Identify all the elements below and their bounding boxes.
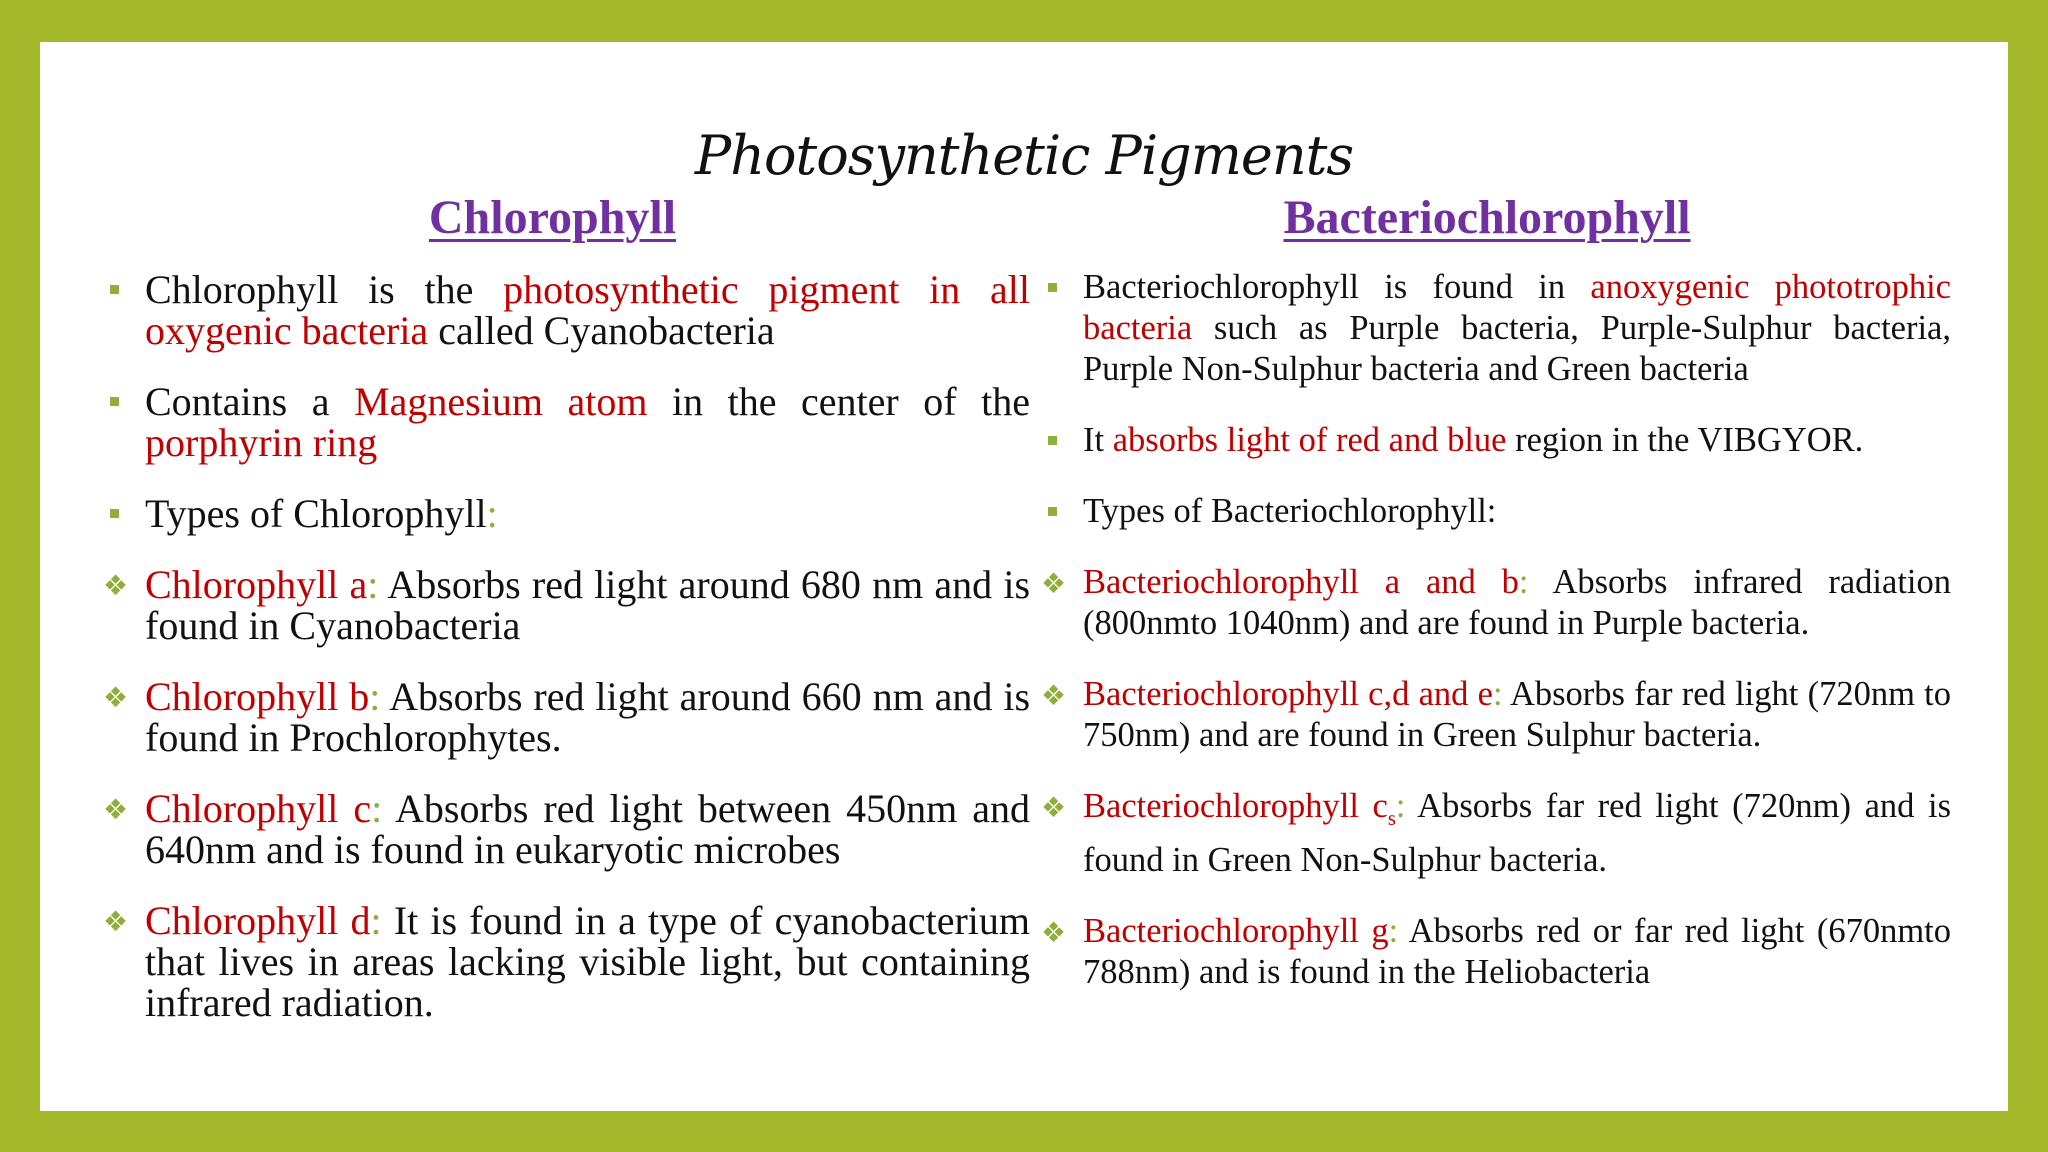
text-run: Bacteriochlorophyll g xyxy=(1083,911,1389,950)
diamond-bullet-icon: ❖ xyxy=(103,570,129,602)
square-bullet-icon xyxy=(1043,491,1057,516)
text-run: region in the VIBGYOR. xyxy=(1506,420,1864,459)
text-run: Absorbs infrared radiation (800nmto 1040nm) and are found in Purple bacteria. xyxy=(1083,562,1952,642)
square-bullet-icon xyxy=(1043,420,1057,445)
text-run: Bacteriochlorophyll c,d and e xyxy=(1083,674,1493,713)
chlorophyll-heading: Chlorophyll xyxy=(428,191,677,244)
text-run: in the center of the xyxy=(647,378,1030,424)
text-run: : xyxy=(370,897,382,943)
text-run: : xyxy=(1395,786,1406,825)
bullet-item xyxy=(105,490,1030,536)
text-run: Bacteriochlorophyll c xyxy=(1083,786,1388,825)
text-run: : xyxy=(371,785,383,831)
bullet-item xyxy=(103,561,1031,648)
diamond-bullet-icon: ❖ xyxy=(1041,917,1067,949)
text-run: s xyxy=(1387,807,1396,830)
text-run: : xyxy=(486,490,498,536)
text-run: porphyrin ring xyxy=(145,419,378,465)
text-run: Absorbs red light around 660 nm and is found in Prochlorophytes. xyxy=(145,673,1031,760)
text-run: Absorbs red light around 680 nm and is found in Cyanobacteria xyxy=(145,561,1031,648)
square-bullet-icon xyxy=(105,381,119,406)
square-bullet-icon xyxy=(105,493,119,518)
text-run: : xyxy=(369,673,381,719)
text-run: It xyxy=(1083,420,1113,459)
text-run: Absorbs far red light (720nm to 750nm) and are found in Green Sulphur bacteria. xyxy=(1083,674,1951,754)
text-run: Types of Chlorophyll xyxy=(145,490,487,536)
diamond-bullet-icon: ❖ xyxy=(103,906,129,938)
square-bullet-icon xyxy=(105,269,119,294)
text-run: Magnesium atom xyxy=(354,378,648,424)
text-run: Bacteriochlorophyll a and b xyxy=(1083,562,1519,601)
text-run: : xyxy=(367,561,379,607)
chlorophyll-column xyxy=(105,192,1030,1053)
bullet-item xyxy=(1043,786,1951,881)
text-run: Chlorophyll b xyxy=(145,673,370,719)
text-run: Chlorophyll d xyxy=(145,897,371,943)
bullet-item xyxy=(1043,491,1951,532)
bullet-item xyxy=(103,673,1031,760)
text-run: Bacteriochlorophyll is found in xyxy=(1083,267,1591,306)
bacteriochlorophyll-heading: Bacteriochlorophyll xyxy=(1283,191,1691,244)
text-run: : xyxy=(1518,562,1529,601)
diamond-bullet-icon: ❖ xyxy=(1041,680,1067,712)
slide-title: Photosynthetic Pigments xyxy=(694,124,1354,187)
text-run: Chlorophyll a xyxy=(145,561,368,607)
text-run: Chlorophyll is the xyxy=(145,266,504,312)
text-run: Contains a xyxy=(145,378,355,424)
diamond-bullet-icon: ❖ xyxy=(103,794,129,826)
text-run: Types of Bacteriochlorophyll: xyxy=(1083,491,1497,530)
text-run: Absorbs red light between 450nm and 640nm and is found in eukaryotic microbes xyxy=(145,785,1030,872)
text-run: called Cyanobacteria xyxy=(428,307,775,353)
text-run: : xyxy=(1388,911,1399,950)
text-run: anoxygenic phototrophic bacteria xyxy=(1083,267,1951,347)
diamond-bullet-icon: ❖ xyxy=(103,682,129,714)
bullet-item xyxy=(1043,267,1951,390)
square-bullet-icon xyxy=(1043,267,1057,292)
bullet-item xyxy=(1043,420,1951,461)
text-run: Absorbs far red light (720nm) and is found in Green Non-Sulphur bacteria. xyxy=(1083,786,1951,879)
bullet-item xyxy=(105,266,1031,353)
text-run: absorbs light of red and blue xyxy=(1112,420,1507,459)
bullet-item xyxy=(103,897,1031,1025)
diamond-bullet-icon: ❖ xyxy=(1041,568,1067,600)
bullet-item xyxy=(103,785,1030,872)
bullet-item xyxy=(105,378,1030,465)
slide xyxy=(40,42,2008,1111)
bullet-item xyxy=(1043,911,1951,993)
bacteriochlorophyll-column xyxy=(1043,192,1951,1023)
text-run: Chlorophyll c xyxy=(145,785,372,831)
text-run: It is found in a type of cyanobacterium that lives in areas lacking visible light, but containing infrared radiation. xyxy=(145,897,1031,1025)
text-run: : xyxy=(1493,674,1503,713)
text-run: such as Purple bacteria, Purple-Sulphur bacteria, Purple Non-Sulphur bacteria and Green bacteria xyxy=(1083,308,1951,388)
text-run: photosynthetic pigment in all oxygenic bacteria xyxy=(145,266,1031,353)
text-run: Absorbs red or far red light (670nmto 788nm) and is found in the Heliobacteria xyxy=(1083,911,1951,991)
bullet-item xyxy=(1043,562,1951,644)
diamond-bullet-icon: ❖ xyxy=(1041,792,1067,824)
bullet-item xyxy=(1043,674,1951,756)
